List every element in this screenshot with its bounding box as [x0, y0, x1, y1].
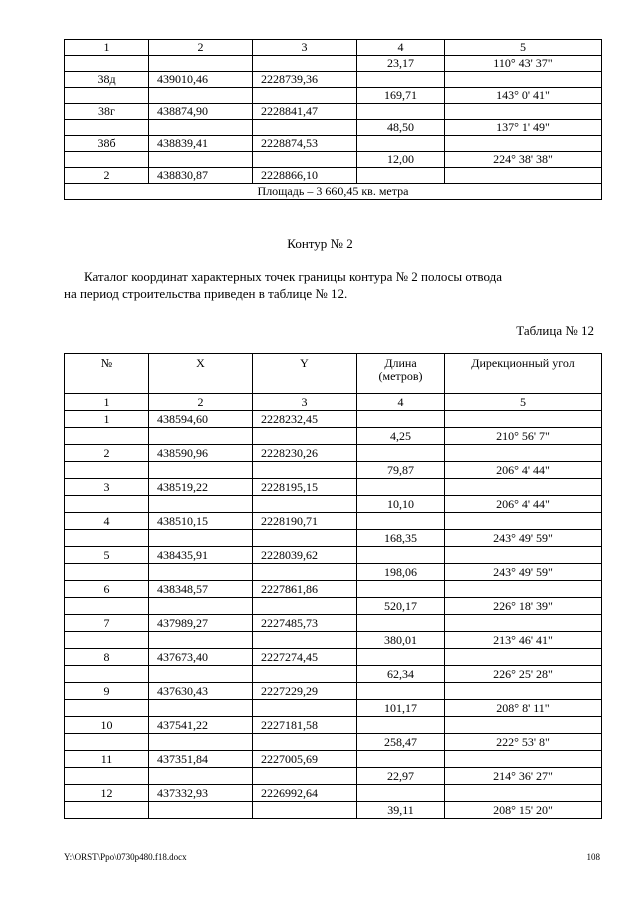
col-number: 5 [445, 40, 602, 56]
length-cell [357, 411, 445, 428]
y-coordinate: 2227485,73 [253, 615, 357, 632]
direction-angle: 210° 56' 7" [445, 428, 602, 445]
angle-cell [445, 479, 602, 496]
x-coordinate: 438830,87 [149, 168, 253, 184]
paragraph-line-2: на период строительства приведен в таблице № 12. [64, 286, 348, 301]
point-row [65, 683, 602, 700]
point-number: 3 [65, 479, 149, 496]
point-number: 11 [65, 751, 149, 768]
y-coordinate-cell [253, 768, 357, 785]
length-cell [357, 136, 445, 152]
y-coordinate: 2228874,53 [253, 136, 357, 152]
x-coordinate: 438435,91 [149, 547, 253, 564]
direction-angle: 213° 46' 41" [445, 632, 602, 649]
y-coordinate-cell [253, 496, 357, 513]
length-cell [357, 615, 445, 632]
angle-cell [445, 649, 602, 666]
y-coordinate: 2228039,62 [253, 547, 357, 564]
coordinates-table-continued-body [65, 40, 602, 200]
length-cell [357, 479, 445, 496]
point-number: 5 [65, 547, 149, 564]
segment-row [65, 462, 602, 479]
point-number-cell [65, 428, 149, 445]
point-number: 9 [65, 683, 149, 700]
point-number-cell [65, 564, 149, 581]
x-coordinate: 438874,90 [149, 104, 253, 120]
segment-length: 23,17 [357, 56, 445, 72]
point-number-cell [65, 120, 149, 136]
x-coordinate: 438839,41 [149, 136, 253, 152]
y-coordinate: 2227274,45 [253, 649, 357, 666]
length-cell [357, 547, 445, 564]
y-coordinate-cell [253, 88, 357, 104]
y-coordinate-cell [253, 632, 357, 649]
point-row [65, 649, 602, 666]
y-coordinate: 2228232,45 [253, 411, 357, 428]
header-num: № [65, 354, 149, 394]
segment-row [65, 666, 602, 683]
point-row [65, 751, 602, 768]
catalog-paragraph [64, 268, 606, 302]
col-number: 1 [65, 394, 149, 411]
point-number-cell [65, 802, 149, 819]
angle-cell [445, 751, 602, 768]
point-row [65, 445, 602, 462]
direction-angle: 110° 43' 37" [445, 56, 602, 72]
x-coordinate-cell [149, 88, 253, 104]
length-cell [357, 649, 445, 666]
angle-cell [445, 411, 602, 428]
point-number: 2 [65, 445, 149, 462]
y-coordinate-cell [253, 666, 357, 683]
header-y: Y [253, 354, 357, 394]
direction-angle: 206° 4' 44" [445, 496, 602, 513]
col-number: 5 [445, 394, 602, 411]
point-number-cell [65, 56, 149, 72]
y-coordinate-cell [253, 700, 357, 717]
direction-angle: 226° 18' 39" [445, 598, 602, 615]
direction-angle: 214° 36' 27" [445, 768, 602, 785]
col-number: 3 [253, 394, 357, 411]
x-coordinate-cell [149, 120, 253, 136]
point-row [65, 615, 602, 632]
y-coordinate-cell [253, 56, 357, 72]
footer-file-path: Y:\ORST\Ppo\0730p480.f18.docx [64, 852, 187, 862]
length-cell [357, 513, 445, 530]
point-number-cell [65, 88, 149, 104]
header-row [65, 354, 602, 394]
angle-cell [445, 683, 602, 700]
x-coordinate-cell [149, 564, 253, 581]
segment-row [65, 152, 602, 168]
angle-cell [445, 581, 602, 598]
length-cell [357, 104, 445, 120]
x-coordinate: 438594,60 [149, 411, 253, 428]
segment-row [65, 496, 602, 513]
point-number-cell [65, 152, 149, 168]
column-number-row [65, 394, 602, 411]
x-coordinate: 438348,57 [149, 581, 253, 598]
point-row [65, 581, 602, 598]
segment-length: 380,01 [357, 632, 445, 649]
x-coordinate-cell [149, 462, 253, 479]
col-number: 4 [357, 394, 445, 411]
segment-row [65, 56, 602, 72]
segment-length: 79,87 [357, 462, 445, 479]
length-cell [357, 751, 445, 768]
direction-angle: 208° 8' 11" [445, 700, 602, 717]
point-number-cell [65, 496, 149, 513]
x-coordinate: 437541,22 [149, 717, 253, 734]
y-coordinate-cell [253, 428, 357, 445]
y-coordinate-cell [253, 598, 357, 615]
direction-angle: 143° 0' 41" [445, 88, 602, 104]
point-number: 6 [65, 581, 149, 598]
header-angle: Дирекционный угол [445, 354, 602, 394]
segment-length: 4,25 [357, 428, 445, 445]
x-coordinate-cell [149, 530, 253, 547]
x-coordinate-cell [149, 734, 253, 751]
x-coordinate-cell [149, 666, 253, 683]
coordinates-table-12-body [65, 354, 602, 819]
segment-row [65, 428, 602, 445]
segment-row [65, 88, 602, 104]
y-coordinate: 2228739,36 [253, 72, 357, 88]
point-row [65, 513, 602, 530]
point-number: 4 [65, 513, 149, 530]
y-coordinate-cell [253, 120, 357, 136]
y-coordinate: 2228195,15 [253, 479, 357, 496]
point-row [65, 717, 602, 734]
paragraph-line-1: Каталог координат характерных точек границы контура № 2 полосы отвода [84, 269, 502, 284]
contour-heading: Контур № 2 [287, 236, 353, 251]
x-coordinate: 438519,22 [149, 479, 253, 496]
segment-row [65, 120, 602, 136]
segment-length: 62,34 [357, 666, 445, 683]
segment-row [65, 700, 602, 717]
col-number: 2 [149, 40, 253, 56]
segment-length: 258,47 [357, 734, 445, 751]
x-coordinate: 438510,15 [149, 513, 253, 530]
y-coordinate: 2226992,64 [253, 785, 357, 802]
point-number: 7 [65, 615, 149, 632]
header-length-label: Длина [384, 356, 417, 370]
x-coordinate-cell [149, 598, 253, 615]
point-number: 8 [65, 649, 149, 666]
direction-angle: 206° 4' 44" [445, 462, 602, 479]
y-coordinate: 2228190,71 [253, 513, 357, 530]
column-number-row [65, 40, 602, 56]
y-coordinate-cell [253, 734, 357, 751]
direction-angle: 137° 1' 49" [445, 120, 602, 136]
segment-row [65, 802, 602, 819]
segment-length: 168,35 [357, 530, 445, 547]
length-cell [357, 72, 445, 88]
segment-row [65, 530, 602, 547]
x-coordinate-cell [149, 632, 253, 649]
direction-angle: 243° 49' 59" [445, 564, 602, 581]
segment-row [65, 564, 602, 581]
point-number-cell [65, 598, 149, 615]
angle-cell [445, 785, 602, 802]
point-row [65, 72, 602, 88]
segment-length: 22,97 [357, 768, 445, 785]
point-number-cell [65, 462, 149, 479]
segment-length: 198,06 [357, 564, 445, 581]
segment-length: 101,17 [357, 700, 445, 717]
point-row [65, 104, 602, 120]
x-coordinate: 437351,84 [149, 751, 253, 768]
angle-cell [445, 547, 602, 564]
point-number-cell [65, 530, 149, 547]
segment-length: 10,10 [357, 496, 445, 513]
y-coordinate-cell [253, 152, 357, 168]
segment-length: 520,17 [357, 598, 445, 615]
length-cell [357, 785, 445, 802]
coordinates-table-continued [64, 39, 602, 200]
col-number: 1 [65, 40, 149, 56]
x-coordinate-cell [149, 496, 253, 513]
point-number-cell [65, 632, 149, 649]
x-coordinate: 437332,93 [149, 785, 253, 802]
x-coordinate-cell [149, 56, 253, 72]
y-coordinate: 2228230,26 [253, 445, 357, 462]
header-length-unit: (метров) [378, 368, 423, 383]
direction-angle: 208° 15' 20" [445, 802, 602, 819]
point-number: 10 [65, 717, 149, 734]
x-coordinate: 437989,27 [149, 615, 253, 632]
x-coordinate: 438590,96 [149, 445, 253, 462]
length-cell [357, 581, 445, 598]
coordinates-table-12 [64, 353, 602, 819]
direction-angle: 224° 38' 38" [445, 152, 602, 168]
header-x: X [149, 354, 253, 394]
length-cell [357, 683, 445, 700]
point-number-cell [65, 734, 149, 751]
point-number-cell [65, 700, 149, 717]
point-row [65, 547, 602, 564]
y-coordinate-cell [253, 802, 357, 819]
angle-cell [445, 445, 602, 462]
point-number: 38д [65, 72, 149, 88]
col-number: 2 [149, 394, 253, 411]
y-coordinate: 2227861,86 [253, 581, 357, 598]
col-number: 3 [253, 40, 357, 56]
point-row [65, 411, 602, 428]
angle-cell [445, 104, 602, 120]
length-cell [357, 717, 445, 734]
point-number: 12 [65, 785, 149, 802]
point-number: 38г [65, 104, 149, 120]
x-coordinate: 437673,40 [149, 649, 253, 666]
segment-length: 169,71 [357, 88, 445, 104]
area-total: Площадь – 3 660,45 кв. метра [65, 184, 602, 200]
x-coordinate-cell [149, 802, 253, 819]
angle-cell [445, 168, 602, 184]
point-row [65, 479, 602, 496]
y-coordinate: 2228841,47 [253, 104, 357, 120]
footer-page-number: 108 [586, 852, 600, 862]
angle-cell [445, 513, 602, 530]
x-coordinate: 437630,43 [149, 683, 253, 700]
point-number-cell [65, 768, 149, 785]
angle-cell [445, 615, 602, 632]
segment-length: 48,50 [357, 120, 445, 136]
segment-row [65, 734, 602, 751]
angle-cell [445, 72, 602, 88]
x-coordinate-cell [149, 700, 253, 717]
point-row [65, 168, 602, 184]
point-row [65, 785, 602, 802]
x-coordinate-cell [149, 768, 253, 785]
y-coordinate: 2227229,29 [253, 683, 357, 700]
x-coordinate-cell [149, 152, 253, 168]
x-coordinate-cell [149, 428, 253, 445]
direction-angle: 226° 25' 28" [445, 666, 602, 683]
point-number-cell [65, 666, 149, 683]
angle-cell [445, 717, 602, 734]
segment-length: 12,00 [357, 152, 445, 168]
point-number: 1 [65, 411, 149, 428]
y-coordinate: 2227005,69 [253, 751, 357, 768]
segment-row [65, 632, 602, 649]
col-number: 4 [357, 40, 445, 56]
y-coordinate: 2227181,58 [253, 717, 357, 734]
y-coordinate-cell [253, 530, 357, 547]
direction-angle: 243° 49' 59" [445, 530, 602, 547]
segment-row [65, 598, 602, 615]
length-cell [357, 168, 445, 184]
header-length [357, 354, 445, 394]
segment-length: 39,11 [357, 802, 445, 819]
point-number: 38б [65, 136, 149, 152]
point-number: 2 [65, 168, 149, 184]
y-coordinate-cell [253, 564, 357, 581]
point-row [65, 136, 602, 152]
direction-angle: 222° 53' 8" [445, 734, 602, 751]
y-coordinate: 2228866,10 [253, 168, 357, 184]
segment-row [65, 768, 602, 785]
angle-cell [445, 136, 602, 152]
y-coordinate-cell [253, 462, 357, 479]
table-label: Таблица № 12 [516, 323, 594, 338]
x-coordinate: 439010,46 [149, 72, 253, 88]
length-cell [357, 445, 445, 462]
area-row [65, 184, 602, 200]
